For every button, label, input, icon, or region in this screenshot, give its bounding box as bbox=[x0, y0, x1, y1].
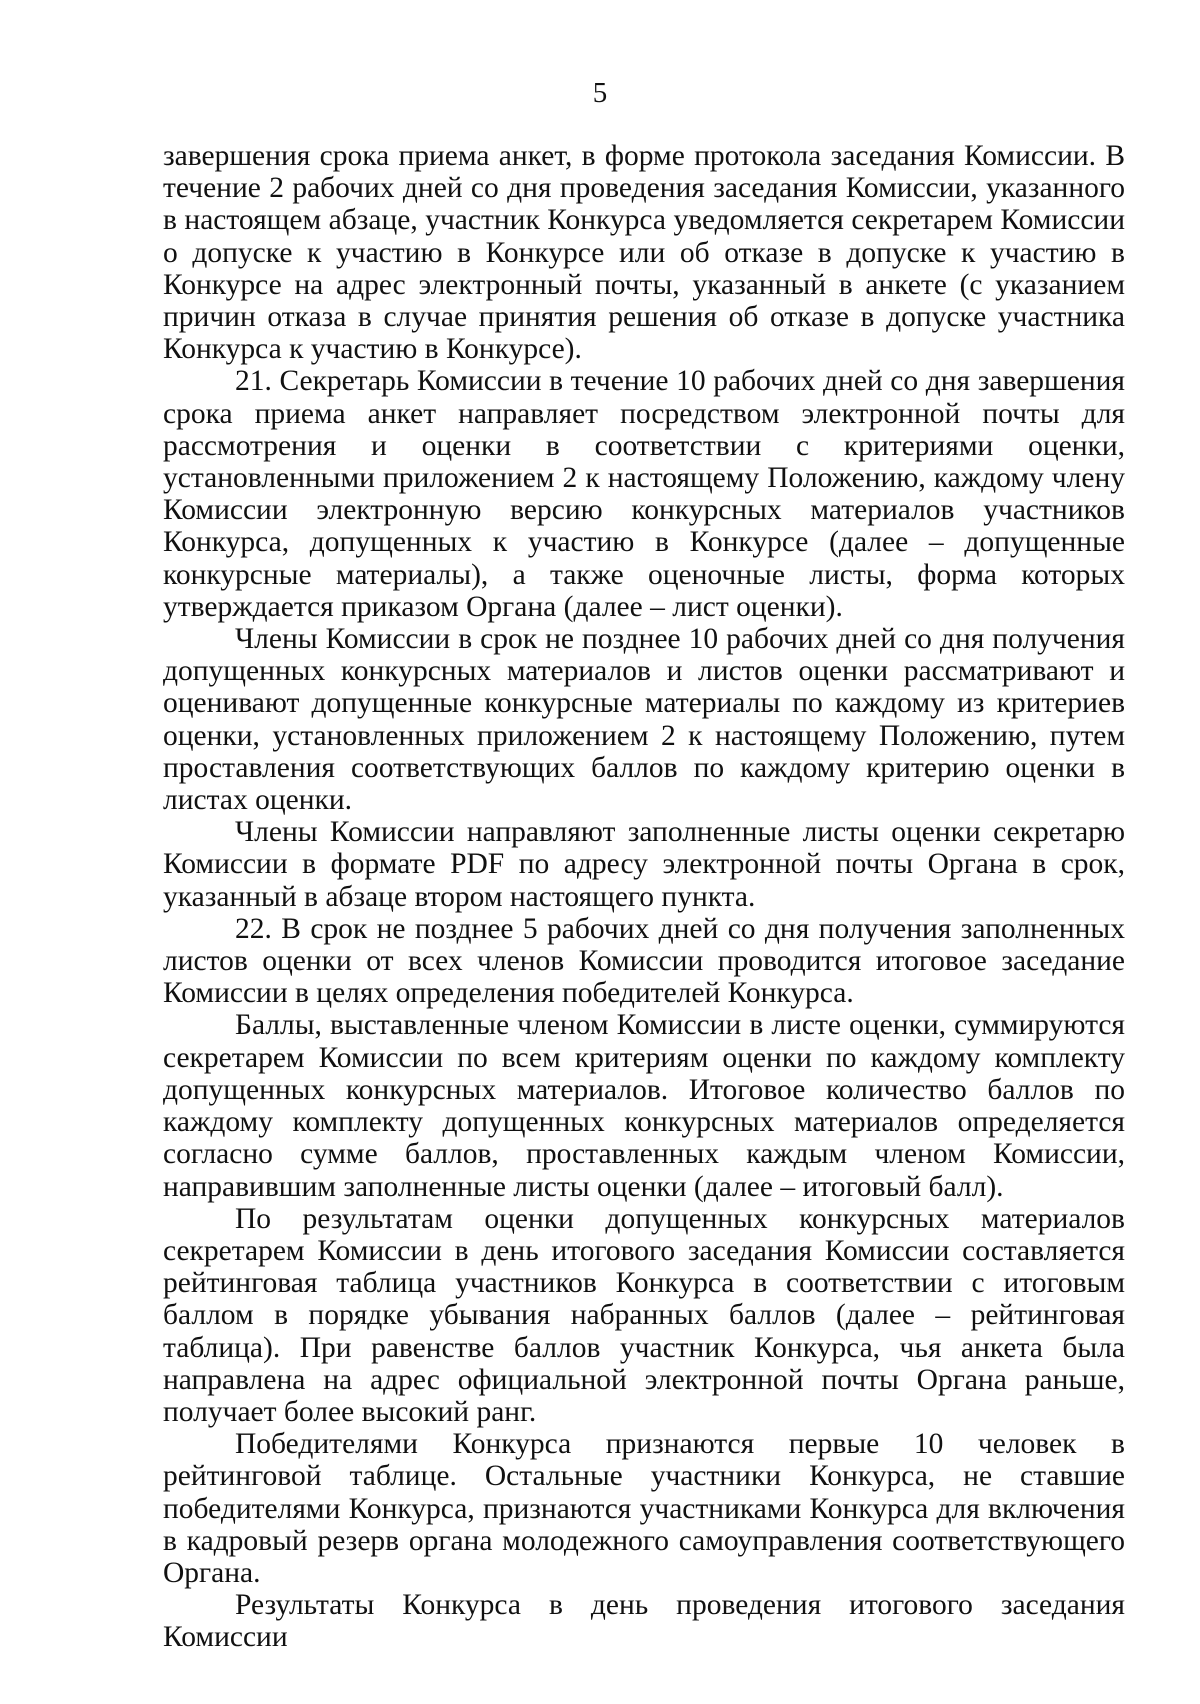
paragraph-results: Результаты Конкурса в день проведения итогового заседания Комиссии bbox=[163, 1589, 1125, 1654]
paragraph-evaluation: Члены Комиссии в срок не позднее 10 рабочих дней со дня получения допущенных конкурсных материалов и листов оценки рассматривают и оценивают допущенные конкурсные материалы по каждому из критериев оценки, установленных приложением 2 к настоящему Положению, путем проставления соответствующих баллов по каждому критерию оценки в листах оценки. bbox=[163, 623, 1125, 817]
document-body bbox=[163, 140, 1125, 1654]
paragraph-continuation: завершения срока приема анкет, в форме протокола заседания Комиссии. В течение 2 рабочих дней со дня проведения заседания Комиссии, указанного в настоящем абзаце, участник Конкурса уведомляется секретарем Комиссии о допуске к участию в Конкурсе или об отказе в допуске к участию в Конкурсе на адрес электронный почты, указанный в анкете (с указанием причин отказа в случае принятия решения об отказе в допуске участника Конкурса к участию в Конкурсе). bbox=[163, 140, 1125, 366]
page-number: 5 bbox=[592, 77, 608, 109]
paragraph-winners: Победителями Конкурса признаются первые 10 человек в рейтинговой таблице. Остальные участники Конкурса, не ставшие победителями Конкурса, признаются участниками Конкурса для включения в кадровый резерв органа молодежного самоуправления соответствующего Органа. bbox=[163, 1428, 1125, 1589]
paragraph-ranking: По результатам оценки допущенных конкурсных материалов секретарем Комиссии в день итогового заседания Комиссии составляется рейтинговая таблица участников Конкурса в соответствии с итоговым баллом в порядке убывания набранных баллов (далее – рейтинговая таблица). При равенстве баллов участник Конкурса, чья анкета была направлена на адрес официальной электронной почты Органа раньше, получает более высокий ранг. bbox=[163, 1202, 1125, 1428]
paragraph-scoring: Баллы, выставленные членом Комиссии в листе оценки, суммируются секретарем Комиссии по всем критериям оценки по каждому комплекту допущенных конкурсных материалов. Итоговое количество баллов по каждому комплекту допущенных конкурсных материалов определяется согласно сумме баллов, проставленных каждым членом Комиссии, направившим заполненные листы оценки (далее – итоговый балл). bbox=[163, 1009, 1125, 1203]
paragraph-item-21: 21. Секретарь Комиссии в течение 10 рабочих дней со дня завершения срока приема анкет направляет посредством электронной почты для рассмотрения и оценки в соответствии с критериями оценки, установленными приложением 2 к настоящему Положению, каждому члену Комиссии электронную версию конкурсных материалов участников Конкурса, допущенных к участию в Конкурсе (далее – допущенные конкурсные материалы), а также оценочные листы, форма которых утверждается приказом Органа (далее – лист оценки). bbox=[163, 365, 1125, 623]
paragraph-item-22: 22. В срок не позднее 5 рабочих дней со дня получения заполненных листов оценки от всех членов Комиссии проводится итоговое заседание Комиссии в целях определения победителей Конкурса. bbox=[163, 912, 1125, 1010]
paragraph-submission: Члены Комиссии направляют заполненные листы оценки секретарю Комиссии в формате PDF по адресу электронной почты Органа в срок, указанный в абзаце втором настоящего пункта. bbox=[163, 816, 1125, 913]
